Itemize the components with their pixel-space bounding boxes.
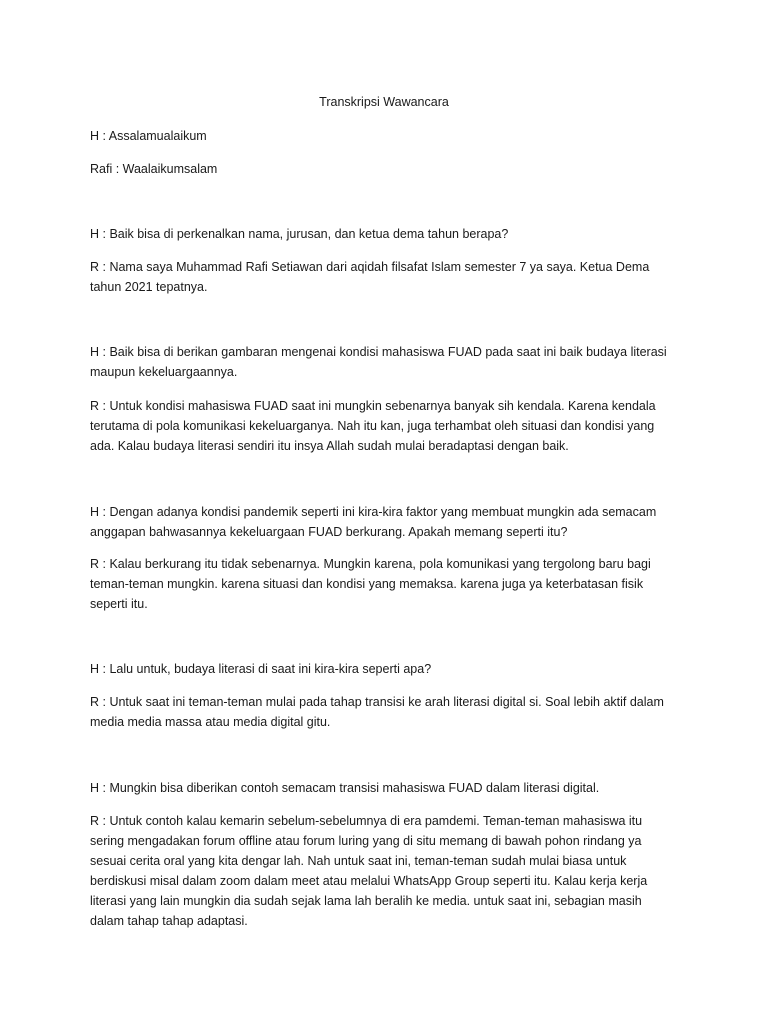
transcript-line: Rafi : Waalaikumsalam	[90, 162, 218, 176]
transcript-line: tahun 2021 tepatnya.	[90, 280, 208, 294]
document-title: Transkripsi Wawancara	[319, 95, 449, 109]
transcript-line: H : Dengan adanya kondisi pandemik seperti ini kira-kira faktor yang membuat mungkin ada semacam	[90, 505, 657, 519]
transcript-line: seperti itu.	[90, 597, 148, 611]
transcript-line: terutama di pola komunikasi kekeluarganya. Nah itu kan, juga terhambat oleh situasi dan kondisi yang	[90, 419, 655, 433]
transcript-line: R : Untuk contoh kalau kemarin sebelum-sebelumnya di era pamdemi. Teman-teman mahasiswa itu	[90, 814, 643, 828]
transcript-line: sesuai cerita oral yang kita dengar lah. Nah untuk saat ini, teman-teman sudah mulai biasa untuk	[90, 854, 627, 868]
transcript-line: H : Assalamualaikum	[90, 129, 207, 143]
transcript-line: teman-teman mungkin. karena situasi dan kondisi yang memaksa. karena juga ya keterbatasan fisik	[90, 577, 644, 591]
transcript-line: R : Kalau berkurang itu tidak sebenarnya. Mungkin karena, pola komunikasi yang tergolong baru bagi	[90, 557, 651, 571]
transcript-line: maupun kekeluargaannya.	[90, 365, 238, 379]
transcript-line: berdiskusi misal dalam zoom dalam meet atau melalui WhatsApp Group seperti itu. Kalau kerja kerja	[90, 874, 648, 888]
transcript-line: R : Untuk kondisi mahasiswa FUAD saat ini mungkin sebenarnya banyak sih kendala. Karena kendala	[90, 399, 656, 413]
transcript-line: R : Untuk saat ini teman-teman mulai pada tahap transisi ke arah literasi digital si. Soal lebih aktif dalam	[90, 695, 664, 709]
transcript-line: H : Baik bisa di perkenalkan nama, jurusan, dan ketua dema tahun berapa?	[90, 227, 509, 241]
transcript-line: H : Lalu untuk, budaya literasi di saat ini kira-kira seperti apa?	[90, 662, 432, 676]
transcript-line: sering mengadakan forum offline atau forum luring yang di situ memang di bawah pohon rindang ya	[90, 834, 642, 848]
transcript-line: ada. Kalau budaya literasi sendiri itu insya Allah sudah mulai beradaptasi dengan baik.	[90, 439, 569, 453]
transcript-line: anggapan bahwasannya kekeluargaan FUAD berkurang. Apakah memang seperti itu?	[90, 525, 568, 539]
transcript-line: H : Baik bisa di berikan gambaran mengenai kondisi mahasiswa FUAD pada saat ini baik budaya literasi	[90, 345, 667, 359]
transcript-line: literasi yang lain mungkin dia sudah sejak lama lah beralih ke media. untuk saat ini, sebagian masih	[90, 894, 642, 908]
transcript-line: media media massa atau media digital gitu.	[90, 715, 331, 729]
transcript-line: dalam tahap tahap adaptasi.	[90, 914, 248, 928]
transcript-line: R : Nama saya Muhammad Rafi Setiawan dari aqidah filsafat Islam semester 7 ya saya. Ketua Dema	[90, 260, 650, 274]
transcript-line: H : Mungkin bisa diberikan contoh semacam transisi mahasiswa FUAD dalam literasi digital.	[90, 781, 600, 795]
